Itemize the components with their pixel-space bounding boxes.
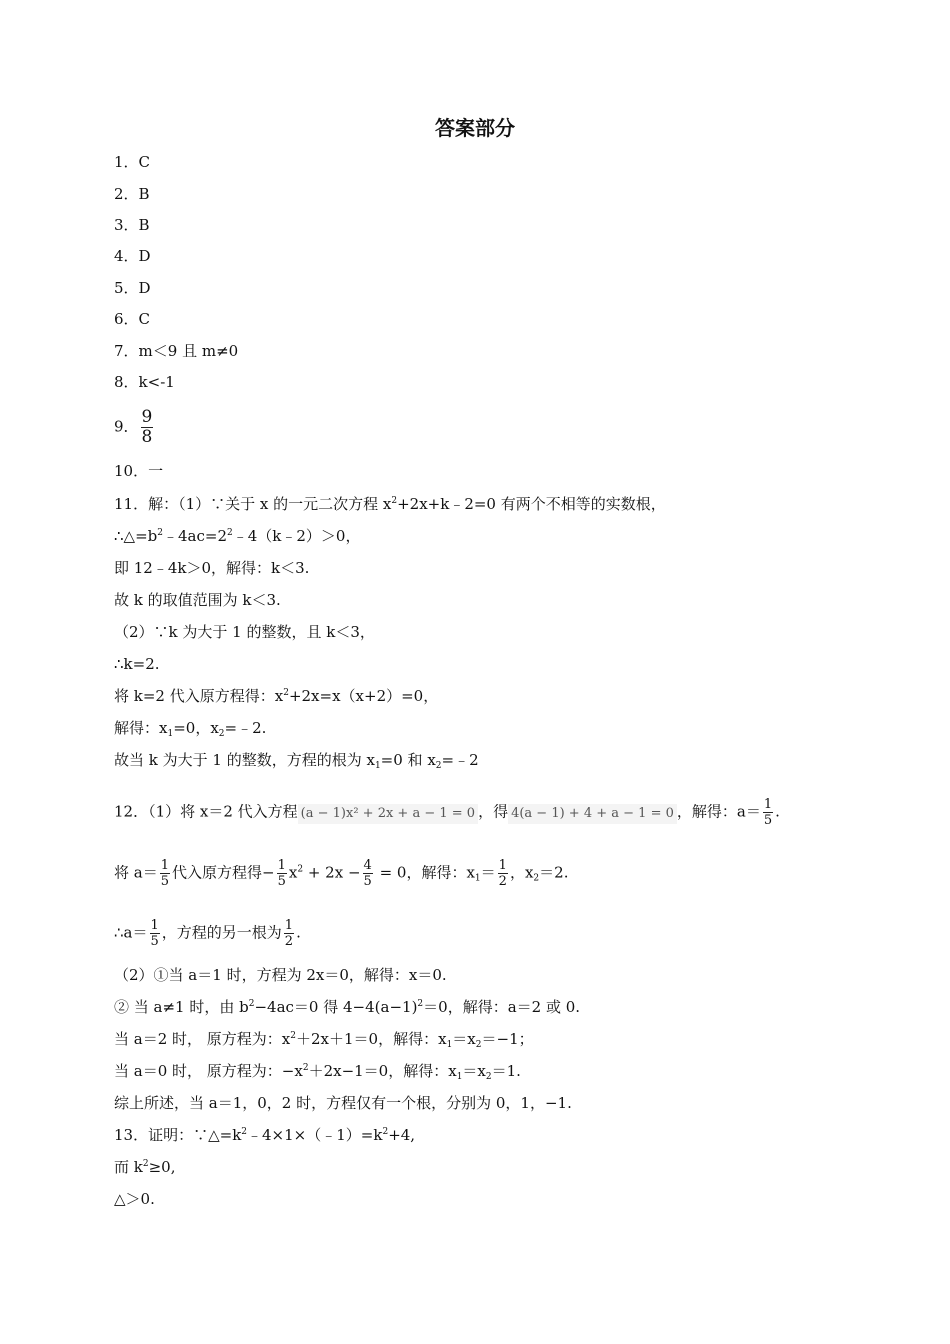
subscript: 2 (475, 1040, 482, 1050)
text: ② 当 a≠1 时，由 b (114, 998, 249, 1016)
q12-line-2 (114, 858, 568, 889)
text: 当 a＝2 时， 原方程为：x (114, 1030, 291, 1048)
text: ＋2x＋1＝0，解得：x (296, 1030, 447, 1048)
text: ＝1. (491, 1062, 521, 1080)
answer-10: 10．一 (114, 462, 164, 480)
answer-9-number: 9． (114, 417, 139, 436)
superscript: 2 (283, 688, 289, 698)
fraction-denominator: 5 (150, 934, 159, 949)
subscript: 2 (533, 873, 540, 884)
answer-7: 7．m＜9 且 m≠0 (114, 342, 239, 360)
fraction-numerator: 1 (763, 797, 773, 812)
text: +4, (388, 1126, 416, 1144)
text: ＝x (462, 1062, 486, 1080)
page-title: 答案部分 (435, 116, 515, 140)
fraction (160, 858, 170, 889)
text: =﹣2. (224, 719, 267, 737)
q13-line-1 (114, 1125, 415, 1145)
fraction (277, 858, 287, 889)
fraction-denominator: 2 (284, 934, 294, 949)
fraction-numerator: 1 (498, 858, 507, 873)
fraction-numerator: 1 (150, 918, 159, 933)
text: ，x (509, 863, 534, 882)
fraction-numerator: 4 (363, 858, 372, 873)
q12-line-8: 综上所述，当 a＝1，0，2 时，方程仅有一个根，分别为 0，1，−1. (114, 1094, 572, 1112)
superscript: 2 (382, 1127, 389, 1137)
text: 12．（1）将 x＝2 代入方程 (114, 802, 298, 821)
q11-line-3: 即 12﹣4k＞0，解得：k＜3. (114, 559, 310, 577)
superscript: 2 (417, 999, 424, 1009)
fraction-denominator: 5 (277, 874, 286, 889)
superscript: 2 (226, 528, 233, 538)
q12-line-7 (114, 1061, 521, 1081)
text: ，解得：a＝ (676, 802, 761, 821)
subscript: 2 (435, 761, 442, 771)
subscript: 1 (474, 873, 481, 884)
text: ＝0，解得：a＝2 或 0. (423, 998, 581, 1016)
subscript: 1 (456, 1072, 463, 1082)
text: ﹣4（k﹣2）＞0， (232, 527, 361, 545)
superscript: 2 (302, 1063, 309, 1073)
answer-9 (114, 408, 155, 447)
fraction (284, 918, 294, 949)
q12-line-5 (114, 997, 580, 1017)
text: ＝ (480, 863, 496, 882)
subscript: 2 (218, 729, 225, 739)
q11-line-4: 故 k 的取值范围为 k＜3. (114, 591, 281, 609)
text: = 0 (374, 863, 407, 882)
equation-image: (a − 1)x² + 2x + a − 1 = 0 (298, 804, 478, 824)
text: 解得：x (114, 719, 168, 737)
q12-line-3 (114, 918, 301, 949)
superscript: 2 (290, 1031, 296, 1041)
superscript: 2 (241, 1127, 248, 1137)
text: ＝−1； (481, 1030, 534, 1048)
text: ﹣4ac=2 (162, 527, 227, 545)
text: ＝x (452, 1030, 476, 1048)
superscript: 2 (391, 496, 398, 506)
fraction-numerator: 1 (160, 858, 169, 873)
fraction-numerator: 1 (277, 858, 286, 873)
answer-9-fraction (141, 408, 154, 447)
text: ，方程的另一根为 (161, 923, 282, 942)
text: ，得 (478, 802, 509, 821)
fraction-denominator: 5 (160, 874, 169, 889)
q11-line-8 (114, 718, 266, 738)
equation-image: 4(a − 1) + 4 + a − 1 = 0 (508, 804, 677, 824)
answer-2: 2．B (114, 185, 150, 203)
text: =0 和 x (380, 751, 436, 769)
q11-line-6: ∴k=2. (114, 655, 160, 673)
fraction-denominator: 2 (498, 874, 507, 889)
text: −4ac＝0 得 4−4(a−1) (254, 998, 418, 1016)
q12-line-1 (114, 797, 780, 828)
fraction-numerator: 1 (284, 918, 294, 933)
text: =0，x (173, 719, 219, 737)
text: 11．解：（1）∵关于 x 的一元二次方程 x (114, 495, 392, 513)
fraction (498, 858, 508, 889)
fraction (763, 797, 773, 828)
fraction-numerator: 9 (141, 407, 153, 427)
q11-line-2 (114, 526, 360, 546)
text: 当 a＝0 时， 原方程为：−x (114, 1062, 303, 1080)
text: 代入原方程得− (172, 863, 275, 882)
q13-line-2 (114, 1157, 175, 1177)
fraction (150, 918, 160, 949)
superscript: 2 (297, 864, 304, 875)
text: +2x+k﹣2=0 有两个不相等的实数根， (397, 495, 666, 513)
text: . (775, 802, 780, 821)
q11-line-7 (114, 686, 438, 706)
text: ﹣4×1×（﹣1）=k (247, 1126, 383, 1144)
q12-line-4: （2）①当 a＝1 时，方程为 2x＝0，解得：x＝0. (114, 966, 447, 984)
superscript: 2 (248, 999, 255, 1009)
superscript: 2 (157, 528, 163, 538)
text: ≥0, (148, 1158, 176, 1176)
fraction-denominator: 5 (763, 813, 773, 828)
text: 而 k (114, 1158, 143, 1176)
text: 将 k=2 代入原方程得：x (114, 687, 284, 705)
text: ∴a＝ (114, 923, 148, 942)
text: . (296, 923, 301, 942)
fraction (363, 858, 373, 889)
text: +2x=x（x+2）=0， (288, 687, 439, 705)
text: + 2x − (303, 863, 361, 882)
text: ，解得：x (406, 863, 475, 882)
answer-8: 8．k<-1 (114, 373, 175, 391)
answer-4: 4．D (114, 247, 151, 265)
q11-line-5: （2）∵k 为大于 1 的整数，且 k＜3， (114, 623, 375, 641)
fraction-denominator: 5 (363, 874, 372, 889)
answer-5: 5．D (114, 279, 151, 297)
answer-3: 3．B (114, 216, 150, 234)
superscript: 2 (142, 1159, 149, 1169)
text: 故当 k 为大于 1 的整数，方程的根为 x (114, 751, 375, 769)
subscript: 1 (446, 1040, 453, 1050)
q13-line-3: △＞0. (114, 1190, 155, 1208)
fraction-denominator: 8 (141, 427, 153, 447)
text: ＝2. (539, 863, 569, 882)
subscript: 1 (374, 761, 381, 771)
text: 13．证明：∵△=k (114, 1126, 242, 1144)
subscript: 2 (485, 1072, 492, 1082)
text: x (288, 863, 298, 882)
q11-line-9 (114, 750, 479, 770)
text: ∴△=b (114, 527, 158, 545)
q11-line-1 (114, 494, 666, 514)
text: =﹣2 (441, 751, 479, 769)
answer-1: 1．C (114, 153, 151, 171)
q12-line-6 (114, 1029, 534, 1049)
text: ＋2x−1＝0，解得：x (308, 1062, 457, 1080)
answer-6: 6．C (114, 310, 151, 328)
text: 将 a＝ (114, 863, 158, 882)
subscript: 1 (167, 729, 174, 739)
